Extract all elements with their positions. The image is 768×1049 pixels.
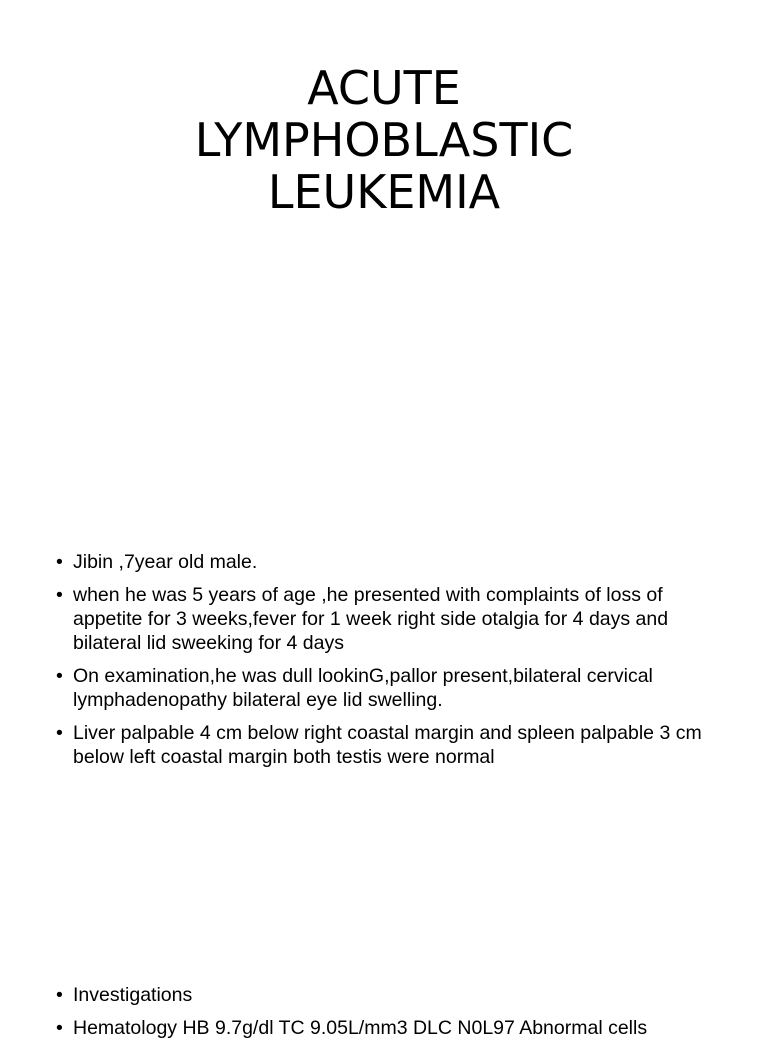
title-line-2: LYMPHOBLASTIC [194, 113, 574, 167]
investigations-list [56, 983, 716, 1049]
title-line-3: LEUKEMIA [267, 165, 501, 219]
slide-title [0, 62, 768, 218]
list-item: • Hematology HB 9.7g/dl TC 9.05L/mm3 DLC N0L97 Abnormal cells [56, 1016, 716, 1040]
title-line-1: ACUTE [307, 61, 461, 115]
list-item: • when he was 5 years of age ,he presented with complaints of loss of appetite for 3 weeks,fever for 1 week right side otalgia for 4 days and bilateral lid sweeking for 4 days [56, 583, 716, 655]
list-item: • On examination,he was dull lookinG,pallor present,bilateral cervical lymphadenopathy bilateral eye lid swelling. [56, 664, 716, 712]
list-item: • Investigations [56, 983, 716, 1007]
list-item: • Jibin ,7year old male. [56, 550, 716, 574]
case-history-list [56, 550, 716, 778]
list-item: • Liver palpable 4 cm below right coastal margin and spleen palpable 3 cm below left coastal margin both testis were normal [56, 721, 716, 769]
